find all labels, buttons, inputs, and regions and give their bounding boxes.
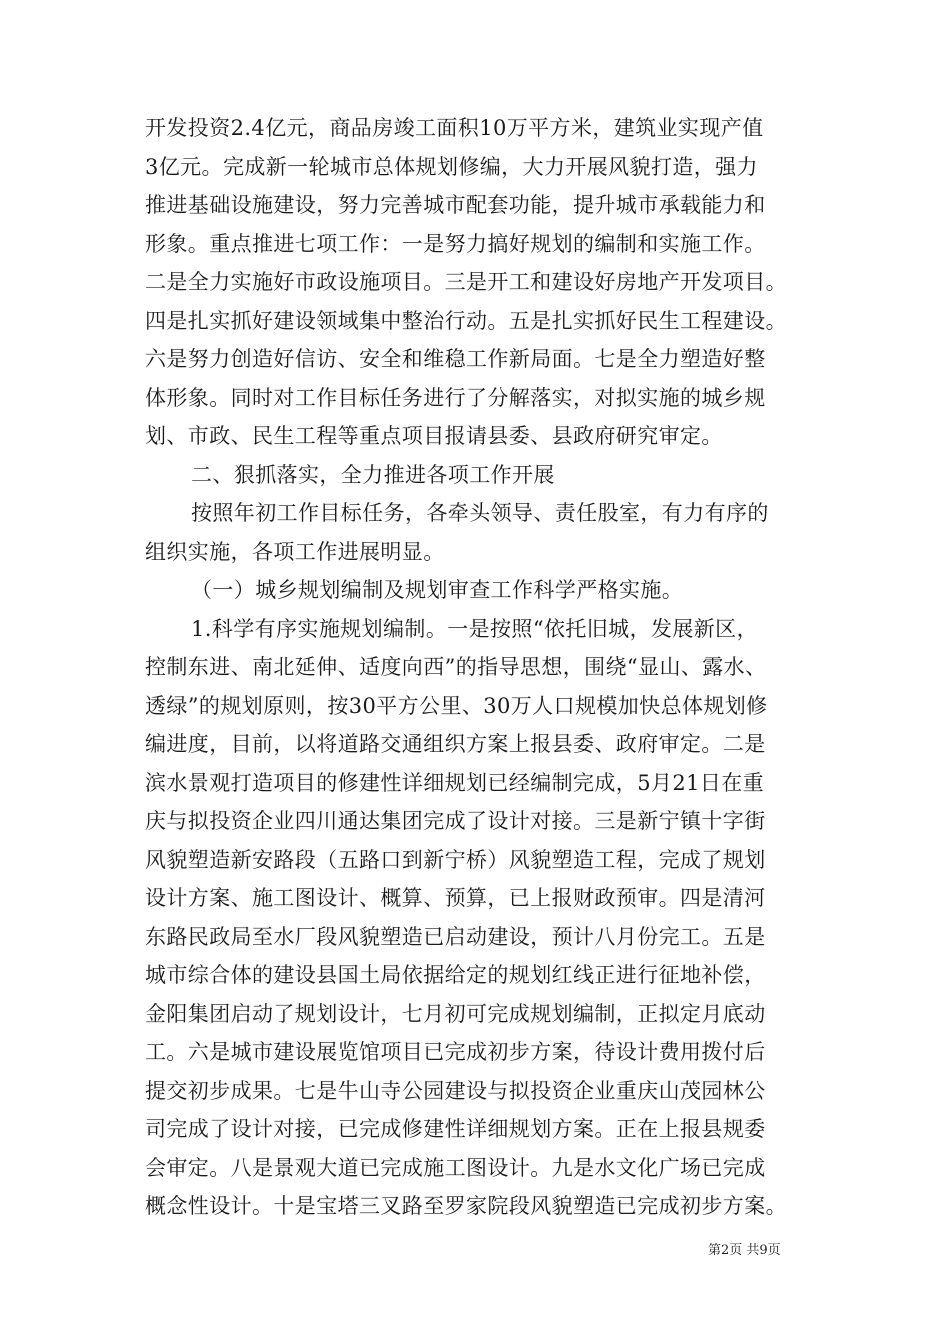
text-line: 透绿”的规划原则，按30平方公里、30万人口规模加快总体规划修 — [145, 693, 768, 718]
text-line: 组织实施，各项工作进展明显。 — [145, 539, 445, 564]
text-line: 工。六是城市建设展览馆项目已完成初步方案，待设计费用拨付后 — [145, 1040, 766, 1064]
text-line: （一）城乡规划编制及规划审查工作科学严格实施。 — [191, 578, 684, 602]
text-line: 金阳集团启动了规划设计，七月初可完成规划编制，正拟定月底动 — [145, 1001, 766, 1026]
text-line: 设计方案、施工图设计、概算、预算，已上报财政预审。四是清河 — [145, 886, 766, 910]
text-line: 划、市政、民生工程等重点项目报请县委、县政府研究审定。 — [145, 424, 723, 448]
text-line: 东路民政局至水厂段风貌塑造已启动建设，预计八月份完工。五是 — [145, 924, 766, 949]
text-line: 庆与拟投资企业四川通达集团完成了设计对接。三是新宁镇十字街 — [145, 809, 766, 833]
text-line: 推进基础设施建设，努力完善城市配套功能，提升城市承载能力和 — [145, 193, 766, 217]
text-line: 3亿元。完成新一轮城市总体规划修编，大力开展风貌打造，强力 — [145, 154, 758, 179]
text-line: 风貌塑造新安路段（五路口到新宁桥）风貌塑造工程，完成了规划 — [145, 847, 766, 872]
text-line: 编进度，目前，以将道路交通组织方案上报县委、政府审定。二是 — [145, 732, 766, 756]
text-line: 六是努力创造好信访、安全和维稳工作新局面。七是全力塑造好整 — [145, 347, 766, 371]
text-line: 1.科学有序实施规划编制。一是按照“依托旧城，发展新区， — [191, 616, 758, 641]
text-line: 二是全力实施好市政设施项目。三是开工和建设好房地产开发项目。 — [145, 270, 787, 294]
text-line: 会审定。八是景观大道已完成施工图设计。九是水文化广场已完成 — [145, 1155, 766, 1180]
text-line: 开发投资2.4亿元，商品房竣工面积10万平方米，建筑业实现产值 — [145, 116, 764, 140]
text-line: 城市综合体的建设县国土局依据给定的规划红线正进行征地补偿， — [145, 963, 766, 987]
text-line: 概念性设计。十是宝塔三叉路至罗家院段风貌塑造已完成初步方案。 — [145, 1194, 787, 1218]
text-line: 滨水景观打造项目的修建性详细规划已经编制完成，5月21日在重 — [145, 770, 765, 795]
text-line: 体形象。同时对工作目标任务进行了分解落实，对拟实施的城乡规 — [145, 385, 766, 410]
text-line: 形象。重点推进七项工作：一是努力搞好规划的编制和实施工作。 — [145, 231, 766, 256]
text-line: 控制东进、南北延伸、适度向西”的指导思想，围绕“显山、露水、 — [145, 655, 767, 679]
page-number: 第2页 共9页 — [708, 1243, 781, 1258]
text-line: 提交初步成果。七是牛山寺公园建设与拟投资企业重庆山茂园林公 — [145, 1078, 766, 1103]
text-line: 司完成了设计对接，已完成修建性详细规划方案。正在上报县规委 — [145, 1117, 766, 1141]
text-line: 按照年初工作目标任务，各牵头领导、责任股室，有力有序的 — [191, 501, 769, 525]
text-line: 四是扎实抓好建设领域集中整治行动。五是扎实抓好民生工程建设。 — [145, 308, 787, 333]
text-line: 二、狠抓落实，全力推进各项工作开展 — [191, 462, 555, 487]
